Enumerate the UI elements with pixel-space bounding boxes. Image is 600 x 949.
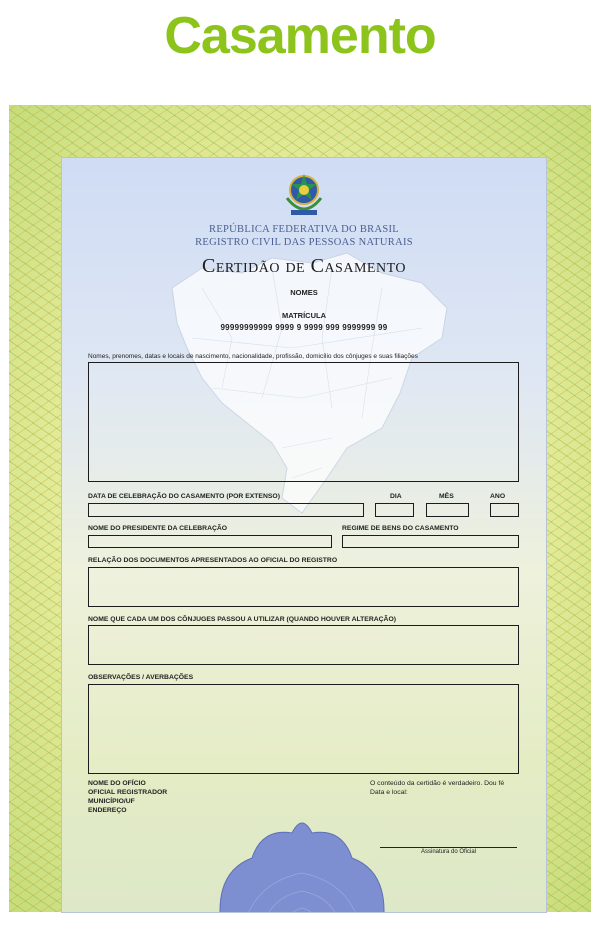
month-label: MÊS	[439, 493, 454, 500]
coat-of-arms-icon	[281, 170, 327, 220]
header-republic: REPÚBLICA FEDERATIVA DO BRASIL	[209, 224, 399, 235]
certificate-body	[61, 157, 547, 913]
signature-label: Assinatura do Oficial	[420, 849, 477, 855]
property-regime-field[interactable]	[342, 535, 519, 548]
certificate-frame	[9, 105, 591, 912]
new-names-box[interactable]	[88, 625, 519, 665]
day-field[interactable]	[375, 503, 414, 517]
registrar-label: OFICIAL REGISTRADOR	[88, 789, 168, 796]
names-label: NOMES	[290, 288, 318, 297]
signature-line	[380, 847, 517, 848]
attest-text: O conteúdo da certidão é verdadeiro. Dou fé	[370, 780, 505, 787]
year-field[interactable]	[490, 503, 519, 517]
celebration-date-field[interactable]	[88, 503, 364, 517]
office-name-label: NOME DO OFÍCIO	[88, 780, 146, 787]
spouses-info-label: Nomes, prenomes, datas e locais de nascimento, nacionalidade, profissão, domicílio dos cônjuges e suas filiações	[88, 353, 418, 360]
spouses-info-box[interactable]	[88, 362, 519, 482]
header-registry: REGISTRO CIVIL DAS PESSOAS NATURAIS	[195, 237, 413, 248]
president-field[interactable]	[88, 535, 332, 548]
matricula-label: MATRÍCULA	[281, 311, 327, 320]
page-title: Casamento	[164, 7, 436, 65]
certificate-title: Certidão de Casamento	[202, 255, 406, 277]
city-label: MUNICÍPIO/UF	[88, 798, 135, 805]
observations-box[interactable]	[88, 684, 519, 774]
year-label: ANO	[490, 493, 506, 500]
observations-label: OBSERVAÇÕES / AVERBAÇÕES	[88, 674, 194, 681]
official-seal-icon	[202, 813, 402, 913]
property-regime-label: REGIME DE BENS DO CASAMENTO	[342, 525, 459, 532]
date-place-label: Data e local:	[370, 789, 408, 796]
day-label: DIA	[390, 493, 402, 500]
month-field[interactable]	[426, 503, 469, 517]
new-names-label: NOME QUE CADA UM DOS CÔNJUGES PASSOU A UTILIZAR (QUANDO HOUVER ALTERAÇÃO)	[88, 616, 397, 623]
documents-box[interactable]	[88, 567, 519, 607]
documents-label: RELAÇÃO DOS DOCUMENTOS APRESENTADOS AO OFICIAL DO REGISTRO	[88, 557, 338, 564]
address-label: ENDEREÇO	[88, 807, 127, 814]
president-label: NOME DO PRESIDENTE DA CELEBRAÇÃO	[88, 525, 228, 532]
matricula-value: 99999999999 9999 9 9999 999 9999999 99	[220, 323, 388, 332]
celebration-date-label: DATA DE CELEBRAÇÃO DO CASAMENTO (POR EXTENSO)	[88, 493, 280, 500]
